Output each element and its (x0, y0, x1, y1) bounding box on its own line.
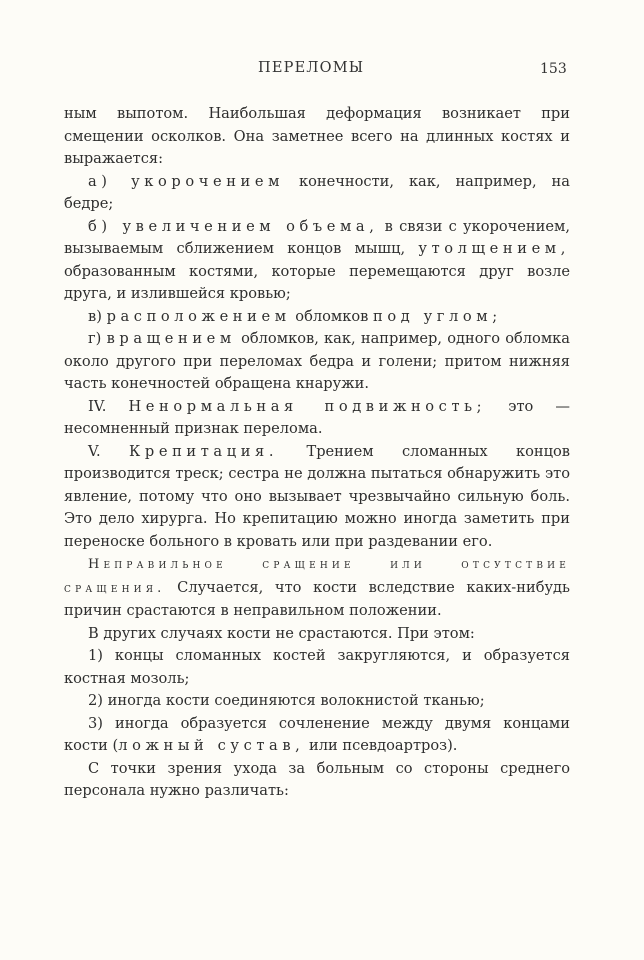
paragraph-text: обломков, как, например, одного обломка около другого при переломах бедра и голени; притом нижняя часть конечностей обращена кнаружи. (64, 330, 570, 392)
paragraph-text: 2) иногда кости соединяются волокнистой тканью; (88, 692, 485, 709)
running-head (0, 60, 644, 82)
spaced-term: расположением (106, 307, 291, 325)
section-number: V. (88, 442, 130, 460)
paragraph-text: или псевдоартроз). (304, 737, 458, 754)
paragraph-text: 1) концы сломанных костей закругляются, и образуется костная мозоль; (64, 647, 570, 687)
paragraph-text: обломков (290, 307, 374, 325)
paragraph (64, 645, 570, 690)
paragraph-text: образованным костями, которые перемещаются друг возле друга, и излившейся кровью; (64, 262, 570, 302)
paragraph-text: Случается, что кости вследствие каких-нибудь причин срастаются в неправильном положении. (64, 578, 570, 619)
list-marker: в) (88, 307, 107, 325)
paragraph-text: ным выпотом. Наибольшая деформация возникает при смещении осколков. Она заметнее всего на длинных костях и выражается: (64, 105, 570, 167)
paragraph (64, 553, 570, 623)
paragraph (64, 171, 570, 216)
section-number: IV. (88, 397, 129, 415)
spaced-term: Крепитация. (129, 442, 279, 460)
paragraph (64, 306, 570, 329)
spaced-term: под углом; (373, 307, 502, 325)
spaced-term: а) укорочением (88, 172, 285, 190)
paragraph (64, 713, 570, 758)
paragraph (64, 328, 570, 396)
paragraph (64, 103, 570, 171)
spaced-term: ложный сустав, (118, 737, 305, 754)
paragraph-text: 3) иногда образуется сочленение между двумя концами кости ( (64, 714, 570, 754)
spaced-term: б) увеличением объема, (88, 217, 379, 235)
paragraph-text: В других случаях кости не срастаются. При этом: (88, 624, 475, 642)
spaced-term: вращением (106, 330, 236, 347)
body-text (64, 103, 570, 803)
paragraph (64, 690, 570, 713)
paragraph-text: это — несомненный признак перелома. (64, 397, 570, 437)
spaced-term: Ненормальная подвижность; (128, 397, 487, 415)
section-heading: Неправильное сращение или отсутствие сращения. (64, 557, 570, 596)
paragraph-text: в связи с укорочением, вызываемым сближением концов мышц, (64, 217, 570, 257)
paragraph-text: Трением сломанных концов производится треск; сестра не должна пытаться обнаружить это явление, потому что оно вызывает чрезвычайно сильную боль. Это дело хирурга. Но крепитацию можно иногда заметить при переноске больного в кровать или при раздевании его. (64, 442, 570, 550)
list-marker: г) (88, 330, 107, 347)
paragraph (64, 758, 570, 803)
paragraph (64, 623, 570, 646)
paragraph-text: конечности, как, например, на бедре; (64, 172, 570, 212)
page-number: 153 (540, 61, 567, 77)
paragraph (64, 216, 570, 306)
spaced-term: утолщением, (418, 240, 570, 257)
paragraph (64, 441, 570, 554)
paragraph (64, 396, 570, 441)
page-title: ПЕРЕЛОМЫ (258, 60, 365, 76)
paragraph-text: С точки зрения ухода за больным со стороны среднего персонала нужно различать: (64, 759, 570, 799)
